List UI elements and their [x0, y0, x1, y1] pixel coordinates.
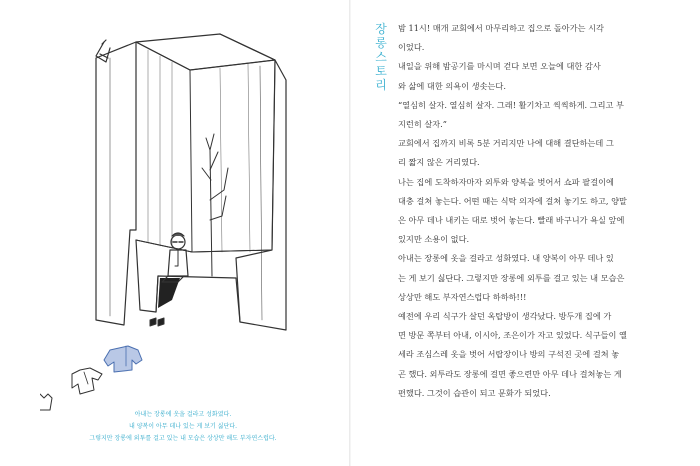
- text-line: 이었다.: [398, 42, 425, 53]
- text-line: 는 게 보기 싫단다. 그렇지만 장롱에 외투를 걸고 있는 내 모습은: [398, 272, 625, 283]
- body-text: [398, 19, 680, 403]
- text-line: 편했다. 그것이 습관이 되고 문화가 되었다.: [398, 387, 551, 398]
- text-line: 와 삶에 대한 의욕이 생솟는다.: [398, 80, 506, 91]
- text-line: 리 짧지 않은 거리였다.: [398, 157, 480, 168]
- title-char: 토: [375, 64, 387, 78]
- hanger-icon: [96, 40, 110, 62]
- illustration-caption: [68, 409, 298, 445]
- shoes-drawing: [150, 318, 164, 326]
- text-line: 대충 걸쳐 놓는다. 어떤 때는 식탁 의자에 걸쳐 놓기도 하고, 양말: [398, 195, 627, 206]
- title-char: 장: [375, 22, 387, 36]
- text-line: 은 아무 데나 내키는 대로 벗어 놓는다. 빨래 바구니가 욕실 앞에: [398, 215, 625, 226]
- undershirt-drawing: [40, 394, 52, 410]
- title-char: 롱: [375, 36, 387, 50]
- page-gutter: [349, 0, 351, 466]
- text-line: “열심히 살자. 열심히 살자. 그래! 활기차고 씩씩하게. 그리고 부: [398, 99, 624, 110]
- seated-man-drawing: [162, 233, 188, 282]
- wardrobe-left-door: [96, 42, 136, 325]
- caption-line: 아내는 장롱에 옷을 걸라고 성화였다.: [134, 411, 232, 418]
- caption-line: 내 양복이 아무 데나 있는 게 보기 싫단다.: [129, 423, 237, 430]
- text-line: 곤 했다. 외투라도 장롱에 걸면 좋으련만 아무 데나 걸쳐놓는 게: [398, 368, 622, 379]
- text-line: 밤 11시! 매개 교회에서 마무리하고 집으로 돌아가는 시각: [398, 23, 604, 33]
- tree-drawing: [202, 134, 228, 276]
- shirt-drawing: [104, 346, 142, 372]
- text-line: 예전에 우리 식구가 살던 옥탑방이 생각났다. 방두개 집에 가: [398, 311, 612, 322]
- text-line: 세라 조심스레 옷을 벗어 서랍장이나 방의 구석진 곳에 걸쳐 놓: [398, 349, 620, 360]
- text-line: 내일을 위해 밤공기를 마시며 걷다 보면 오늘에 대한 감사: [398, 61, 601, 72]
- text-line: 교회에서 집까지 비록 5분 거리지만 나에 대해 결단하는데 그: [398, 138, 614, 149]
- title-char: 스: [375, 50, 387, 64]
- caption-line: 그렇지만 장롱에 외투를 걸고 있는 내 모습은 상상만 해도 부자연스럽다.: [89, 435, 277, 442]
- chapter-title-vertical: [374, 22, 388, 92]
- text-line: 상상만 해도 부자연스럽다 하하하!!!: [398, 291, 527, 302]
- text-line: 나는 집에 도착하자마자 외투와 양복을 벗어서 쇼파 팔걸이에: [398, 176, 614, 187]
- text-line: 면 방문 쪽부터 아내, 이시아, 조은이가 자고 있었다. 식구들이 옐: [398, 330, 627, 341]
- jacket-drawing: [72, 368, 102, 394]
- text-line: 지런히 살자.”: [398, 119, 447, 130]
- text-line: 아내는 장롱에 옷을 걸라고 성화였다. 내 양복이 아무 데나 있: [398, 253, 614, 264]
- title-char: 리: [375, 78, 387, 92]
- text-line: 있지만 소용이 없다.: [398, 234, 470, 245]
- wardrobe-top: [136, 34, 275, 70]
- wardrobe-illustration: [40, 20, 340, 420]
